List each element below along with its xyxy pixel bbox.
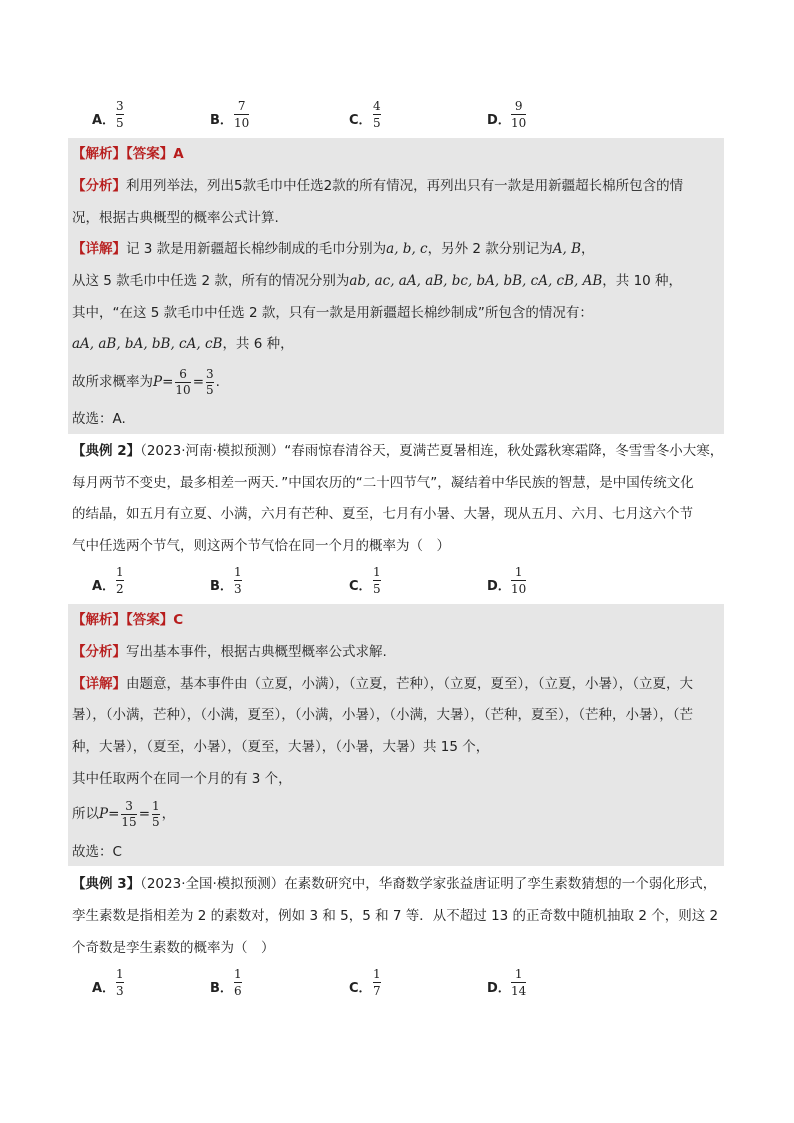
option-letter: A． (92, 113, 116, 128)
s2-detail-line-3: 种，大暑），（夏至，小暑），（夏至，大暑），（小暑，大暑）共 15 个， (72, 739, 490, 755)
s1-analysis-line-2: 况，根据古典概型的概率公式计算. (72, 210, 279, 226)
option-letter: B． (210, 113, 233, 128)
option-letter: B． (210, 981, 233, 996)
q3-stem-line-2: 孪生素数是指相差为 2 的素数对，例如 3 和 5，5 和 7 等．从不超过 13 的正奇数中随机抽取 2 个，则这 2 (72, 908, 719, 924)
option-letter: A． (92, 579, 116, 594)
option-fraction: 1 5 (373, 565, 381, 596)
option-fraction: 1 14 (511, 967, 527, 998)
option-letter: C． (349, 981, 372, 996)
option-fraction: 1 10 (511, 565, 527, 596)
s2-answer-line: 【解析】【答案】C (72, 612, 184, 628)
option-letter: D． (487, 579, 511, 594)
s2-detail-line-4: 其中任取两个在同一个月的有 3 个， (72, 771, 292, 787)
q3-stem-line-1: 【典例 3】（2023·全国·模拟预测）在素数研究中，华裔数学家张益唐证明了孪生素数猜想的一个弱化形式， (72, 876, 717, 892)
s1-analysis-line-1: 【分析】利用列举法，列出5款毛巾中任选2款的所有情况，再列出只有一款是用新疆超长棉所包含的情 (72, 178, 684, 194)
option-fraction: 1 3 (234, 565, 242, 596)
q2-stem-line-1: 【典例 2】（2023·河南·模拟预测）“春雨惊春清谷天，夏满芒夏暑相连，秋处露秋寒霜降，冬雪雪冬小大寒， (72, 443, 724, 459)
s2-choice-line: 故选：C (72, 844, 122, 860)
option-fraction: 7 10 (234, 99, 250, 130)
option-letter: D． (487, 981, 511, 996)
s1-detail-line-4: aA, aB, bA, bB, cA, cB，共 6 种， (72, 336, 294, 352)
q2-options (0, 564, 794, 604)
fraction: $\frac{3}{15}$ (121, 798, 137, 829)
s1-answer-line: 【解析】【答案】A (72, 146, 184, 162)
q3-stem-line-3: 个奇数是孪生素数的概率为（ ） (72, 940, 275, 956)
q2-stem-line-3: 的结晶，如五月有立夏、小满，六月有芒种、夏至，七月有小暑、大暑，现从五月、六月、七月这六个节 (72, 506, 693, 522)
option-fraction: 1 6 (234, 967, 242, 998)
s1-detail-line-2: 从这 5 款毛巾中任选 2 款，所有的情况分别为ab, ac, aA, aB, bc, bA, bB, cA, cB, AB，共 10 种， (72, 273, 683, 289)
option-fraction: 3 5 (116, 99, 124, 130)
option-fraction: 1 2 (116, 565, 124, 596)
fraction: $\frac{1}{5}$ (152, 798, 160, 829)
q1-options (0, 98, 794, 138)
s1-choice-line: 故选：A. (72, 411, 126, 427)
option-fraction: 1 3 (116, 967, 124, 998)
s1-probability-line: 故所求概率为P= $\frac{6}{10}$ = $\frac{3}{5}$ . (72, 366, 220, 397)
s1-detail-line-1: 【详解】记 3 款是用新疆超长棉纱制成的毛巾分别为a, b, c，另外 2 款分别记为A, B， (72, 241, 595, 257)
option-fraction: 4 5 (373, 99, 381, 130)
s1-detail-line-3: 其中，“在这 5 款毛巾中任选 2 款，只有一款是用新疆超长棉纱制成”所包含的情况有： (72, 305, 593, 321)
option-letter: C． (349, 579, 372, 594)
fraction: $\frac{3}{5}$ (206, 366, 214, 397)
s2-detail-line-2: 暑），（小满，芒种），（小满，夏至），（小满，小暑），（小满，大暑），（芒种，夏至），（芒种，小暑），（芒 (72, 707, 693, 723)
option-letter: C． (349, 113, 372, 128)
s2-detail-line-1: 【详解】由题意，基本事件由（立夏，小满），（立夏，芒种），（立夏，夏至），（立夏，小暑），（立夏，大 (72, 676, 693, 692)
fraction: $\frac{6}{10}$ (175, 366, 191, 397)
q2-stem-line-2: 每月两节不变史，最多相差一两天．”中国农历的“二十四节气”，凝结着中华民族的智慧，是中国传统文化 (72, 475, 694, 491)
option-letter: D． (487, 113, 511, 128)
s2-analysis-line: 【分析】写出基本事件，根据古典概型概率公式求解. (72, 644, 387, 660)
option-fraction: 9 10 (511, 99, 527, 130)
option-letter: A． (92, 981, 116, 996)
q2-stem-line-4: 气中任选两个节气，则这两个节气恰在同一个月的概率为（ ） (72, 538, 450, 554)
q3-options (0, 966, 794, 1006)
option-letter: B． (210, 579, 233, 594)
option-fraction: 1 7 (373, 967, 381, 998)
s2-probability-line: 所以P= $\frac{3}{15}$ = $\frac{1}{5}$ ， (72, 798, 176, 829)
